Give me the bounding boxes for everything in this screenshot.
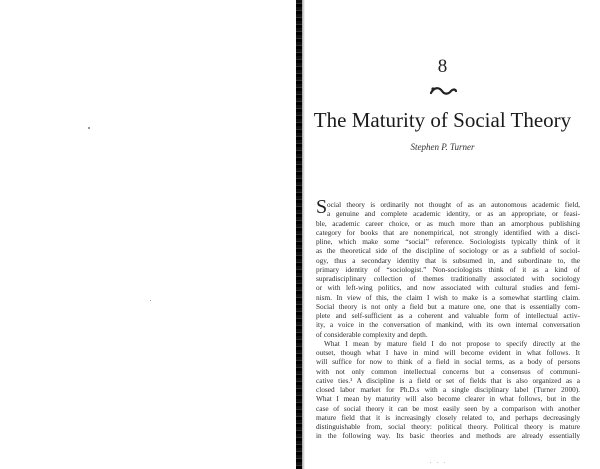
text-line: case of social theory it can be most easily seen by a comparison with another: [316, 403, 580, 413]
text-line: or with left-wing politics, and now associated with cultural studies and femi-: [316, 283, 580, 293]
chapter-title: The Maturity of Social Theory: [313, 108, 572, 132]
text-line: nism. In view of this, the claim I wish to make is a somewhat startling claim.: [316, 292, 580, 302]
scan-speck: [88, 127, 90, 129]
swash-ornament-icon: [429, 84, 457, 98]
page-footer-mark: . . .: [430, 459, 448, 465]
right-page: [305, 0, 600, 469]
text-line: ocial theory is ordinarily not thought of as an autonomous academic field,: [327, 200, 580, 209]
scan-speck: [150, 300, 151, 301]
text-line: with not only common intellectual concerns but a consensus of communi-: [316, 366, 580, 376]
drop-cap: S: [316, 196, 328, 218]
text-line: cative ties.¹ A discipline is a field or set of fields that is also organized as a: [316, 375, 580, 385]
text-line: What I mean by maturity will also become clearer in what follows, but in the: [316, 394, 580, 404]
left-page: [0, 0, 296, 469]
chapter-author: Stephen P. Turner: [410, 142, 475, 152]
text-line: supradisciplinary collection of themes traditionally associated with sociology: [316, 274, 580, 283]
text-line: as the theoretical side of the discipline of sociology or as a subfield of sociol-: [316, 246, 580, 256]
text-line: pline, which make some “social” reference. Sociologists typically think of it: [316, 237, 580, 246]
text-line: plete and self-sufficient as a coherent and valuable form of intellectual activ-: [316, 311, 580, 320]
text-line: of considerable complexity and depth.: [316, 329, 428, 339]
text-line: will suffice for now to think of a field in social terms, as a body of persons: [316, 357, 580, 367]
text-line: mature field that it is increasingly closely related to, and perhaps decreasingly: [316, 412, 580, 422]
text-line: ble, academic career choice, or as much more than an amorphous publishing: [316, 218, 580, 228]
text-line: distinguishable from, social theory: political theory. Political theory is mature: [316, 422, 580, 431]
text-line: in the following way. Its basic theories and methods are already essentially: [316, 431, 580, 441]
text-line: closed labor market for Ph.D.s with a single disciplinary label (Turner 2000).: [316, 385, 580, 394]
text-line: category for books that are nonempirical, not strongly identified with a disci-: [316, 227, 580, 237]
paragraph-1: [316, 200, 580, 339]
chapter-number: 8: [437, 56, 448, 77]
text-line: What I mean by mature field I do not propose to specify directly at the: [324, 338, 580, 348]
text-line: Social theory is not only a field but a mature one, one that is essentially com-: [316, 301, 580, 311]
text-line: ogy, thus a secondary identity that is subsumed in, and subordinate to, the: [316, 255, 580, 265]
paragraph-2: [316, 339, 580, 441]
text-line: ity, a voice in the conversation of mankind, with its own internal conversation: [316, 320, 580, 330]
text-line: outset, though what I have in mind will become evident in what follows. It: [316, 348, 580, 357]
chapter-body: [316, 196, 580, 441]
text-line: a genuine and complete academic identity, or as an appropriate, or feasi-: [327, 209, 580, 219]
text-line: primary identity of “sociologist.” Non-sociologists think of it as a kind of: [316, 264, 580, 274]
